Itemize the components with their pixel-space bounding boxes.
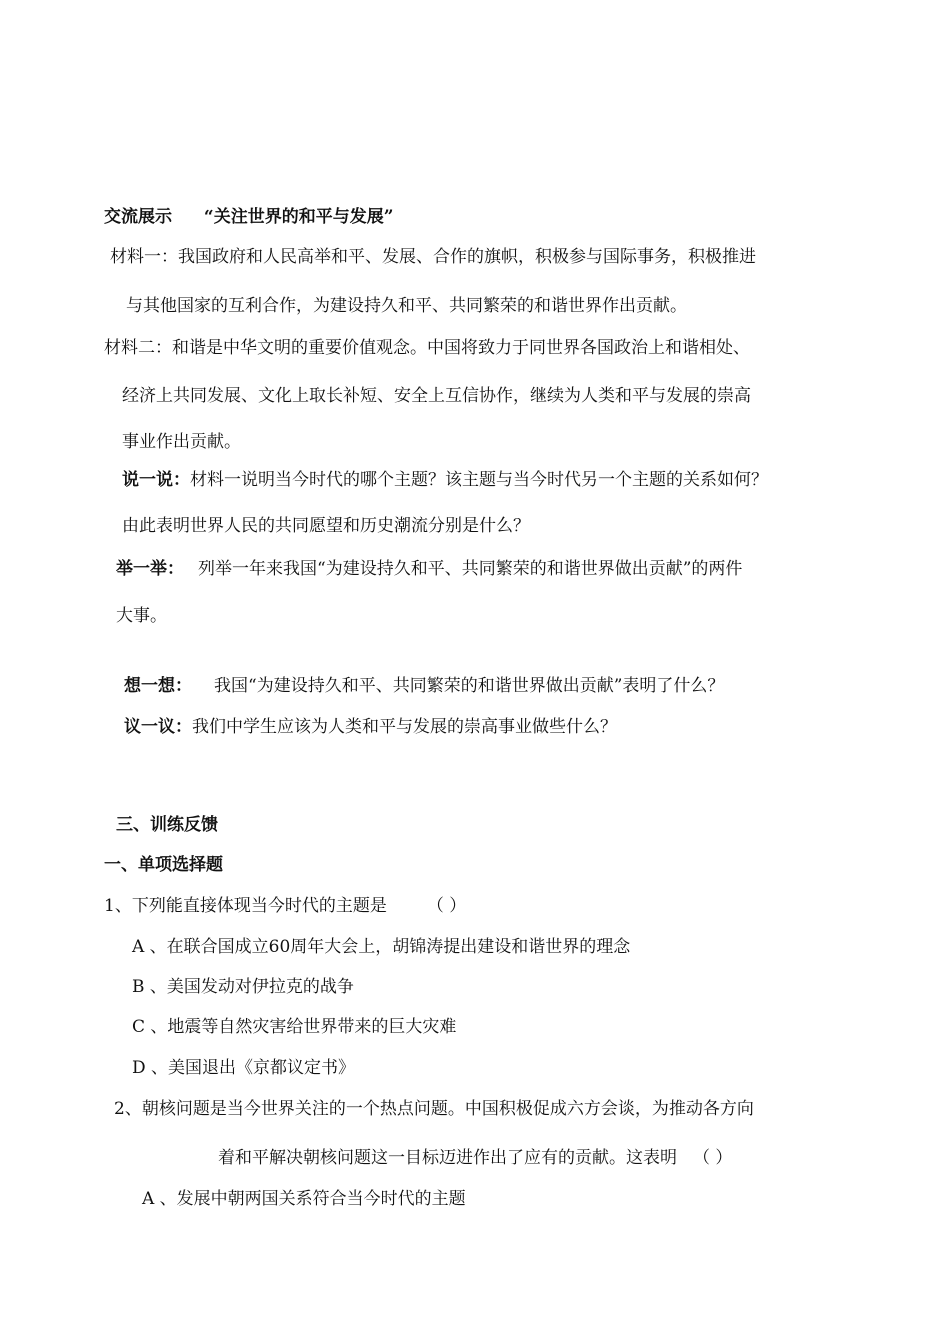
q2-answer-paren: （ ） bbox=[693, 1148, 733, 1168]
material2-line1: 材料二：和谐是中华文明的重要价值观念。中国将致力于同世界各国政治上和谐相处、 bbox=[104, 338, 750, 358]
shuo-label: 说一说： bbox=[122, 470, 190, 490]
xiang-line bbox=[124, 674, 724, 698]
section-heading bbox=[104, 205, 393, 229]
q1-option-a: A 、在联合国成立60周年大会上，胡锦涛提出建设和谐世界的理念 bbox=[132, 937, 631, 957]
ju-label: 举一举： bbox=[116, 559, 184, 579]
yi-label: 议一议： bbox=[124, 717, 192, 737]
q1-option-c: C 、地震等自然灾害给世界带来的巨大灾难 bbox=[132, 1017, 457, 1037]
part1-heading: 一、单项选择题 bbox=[104, 855, 223, 875]
q2-option-a: A 、发展中朝两国关系符合当今时代的主题 bbox=[142, 1189, 466, 1209]
section-heading-quote: “关注世界的和平与发展” bbox=[203, 207, 394, 227]
q2-line1: 2、朝核问题是当今世界关注的一个热点问题。中国积极促成六方会谈，为推动各方向 bbox=[114, 1099, 754, 1119]
shuo-line1 bbox=[122, 468, 768, 492]
xiang-text: 我国“为建设持久和平、共同繁荣的和谐世界做出贡献”表明了什么？ bbox=[214, 676, 725, 696]
shuo-text1: 材料一说明当今时代的哪个主题？该主题与当今时代另一个主题的关系如何？ bbox=[190, 470, 768, 490]
section-heading-label: 交流展示 bbox=[104, 207, 172, 227]
xiang-label: 想一想： bbox=[124, 676, 192, 696]
yi-text: 我们中学生应该为人类和平与发展的崇高事业做些什么？ bbox=[192, 717, 617, 737]
q2-line2 bbox=[218, 1146, 732, 1170]
section3-heading: 三、训练反馈 bbox=[116, 815, 218, 835]
material2-line3: 事业作出贡献。 bbox=[122, 432, 241, 452]
ju-line1 bbox=[116, 557, 742, 581]
yi-line bbox=[124, 715, 617, 739]
q2-stem-end: 着和平解决朝核问题这一目标迈进作出了应有的贡献。这表明 bbox=[218, 1148, 677, 1168]
shuo-line2: 由此表明世界人民的共同愿望和历史潮流分别是什么？ bbox=[122, 516, 530, 536]
material1-line1: 材料一：我国政府和人民高举和平、发展、合作的旗帜，积极参与国际事务，积极推进 bbox=[110, 247, 756, 267]
material2-line2: 经济上共同发展、文化上取长补短、安全上互信协作，继续为人类和平与发展的崇高 bbox=[122, 386, 751, 406]
ju-line2: 大事。 bbox=[116, 606, 167, 626]
q1-option-b: B 、美国发动对伊拉克的战争 bbox=[132, 977, 354, 997]
q1-answer-paren: （ ） bbox=[426, 896, 467, 916]
q1-option-d: D 、美国退出《京都议定书》 bbox=[132, 1058, 356, 1078]
material1-line2: 与其他国家的互利合作，为建设持久和平、共同繁荣的和谐世界作出贡献。 bbox=[126, 296, 687, 316]
q1-stem-line bbox=[104, 894, 466, 918]
q1-stem: 1、下列能直接体现当今时代的主题是 bbox=[104, 896, 387, 916]
ju-text1: 列举一年来我国“为建设持久和平、共同繁荣的和谐世界做出贡献”的两件 bbox=[198, 559, 743, 579]
